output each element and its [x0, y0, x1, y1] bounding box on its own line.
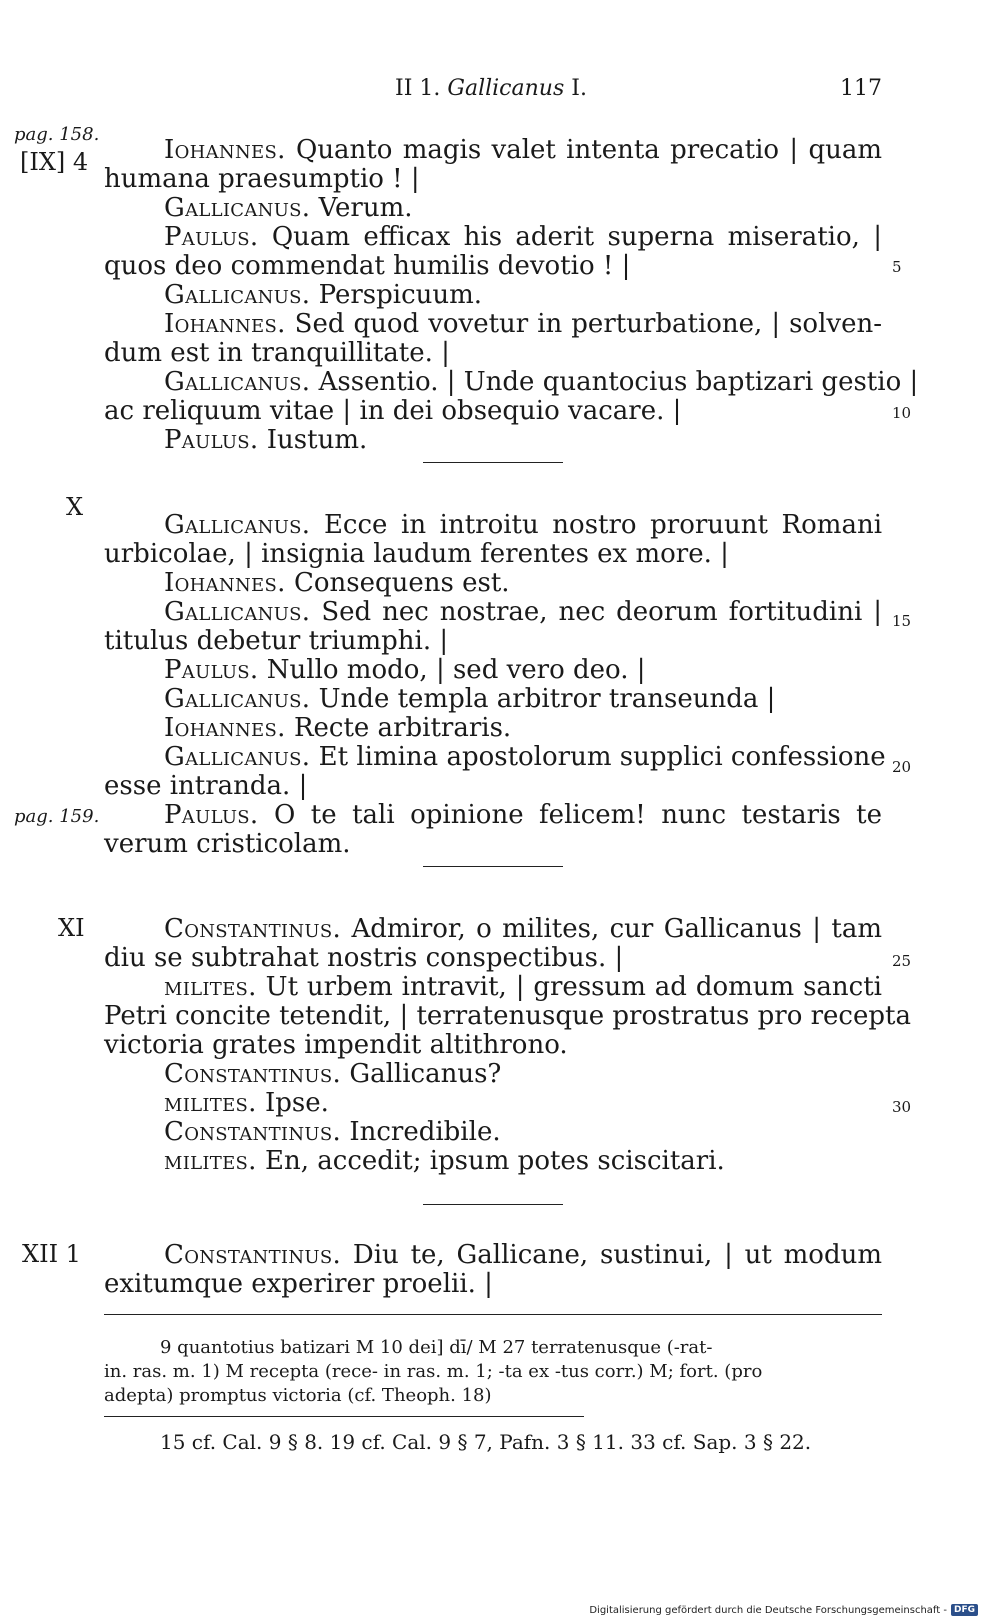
margin-section: X	[66, 493, 84, 521]
margin-section: XII 1	[22, 1240, 81, 1268]
text-line: dum est in tranquillitate. |	[104, 338, 450, 368]
text-line: Gallicanus. Perspicuum.	[164, 280, 483, 310]
text-line: diu se subtrahat nostris conspectibus. |	[104, 943, 624, 973]
section-divider	[423, 1204, 563, 1205]
margin-section: [IX] 4	[20, 148, 89, 176]
text-line: Constantinus. Admiror, o milites, cur Gallicanus | tam	[164, 914, 882, 944]
margin-section: XI	[58, 914, 85, 942]
text-line: Gallicanus. Unde templa arbitror transeunda |	[164, 684, 776, 714]
credit-text: Digitalisierung gefördert durch die Deutsche Forschungsgemeinschaft -	[589, 1604, 947, 1616]
text-line: Constantinus. Gallicanus?	[164, 1059, 502, 1089]
text-line: ac reliquum vitae | in dei obsequio vacare. |	[104, 396, 682, 426]
text-line: Iohannes. Sed quod vovetur in perturbatione, | solven-	[164, 309, 882, 339]
text-line: Constantinus. Diu te, Gallicane, sustinui, | ut modum	[164, 1240, 883, 1270]
text-line: Gallicanus. Verum.	[164, 193, 413, 223]
running-header	[0, 76, 1000, 106]
line-number: 20	[892, 758, 912, 776]
section-divider	[423, 866, 563, 867]
line-number: 10	[892, 404, 912, 422]
text-line: milites. Ut urbem intravit, | gressum ad domum sancti	[164, 972, 882, 1002]
header-title-prefix: II 1.	[395, 76, 441, 101]
digitization-credit	[589, 1604, 978, 1616]
header-title	[395, 76, 587, 101]
text-line: Paulus. Iustum.	[164, 425, 368, 455]
source-references: 15 cf. Cal. 9 § 8. 19 cf. Cal. 9 § 7, Pafn. 3 § 11. 33 cf. Sap. 3 § 22.	[160, 1430, 812, 1454]
text-line: Gallicanus. Sed nec nostrae, nec deorum fortitudini |	[164, 597, 882, 627]
text-line: milites. Ipse.	[164, 1088, 329, 1118]
dfg-logo-icon: DFG	[951, 1604, 978, 1616]
apparatus-line: adepta) promptus victoria (cf. Theoph. 18)	[104, 1385, 492, 1406]
text-line: Iohannes. Consequens est.	[164, 568, 510, 598]
text-line: Gallicanus. Assentio. | Unde quantocius baptizari gestio |	[164, 367, 919, 397]
line-number: 5	[892, 258, 902, 276]
text-line: Paulus. O te tali opinione felicem! nunc testaris te	[164, 800, 883, 830]
text-line: exitumque experirer proelii. |	[104, 1269, 493, 1299]
header-title-italic: Gallicanus	[447, 76, 565, 101]
text-line: humana praesumptio ! |	[104, 164, 420, 194]
margin-page-ref: pag. 158.	[14, 124, 100, 145]
text-line: Petri concite tetendit, | terratenusque prostratus pro recepta	[104, 1001, 911, 1031]
text-line: titulus debetur triumphi. |	[104, 626, 449, 656]
text-line: milites. En, accedit; ipsum potes sciscitari.	[164, 1146, 725, 1176]
apparatus-rule	[104, 1314, 882, 1315]
apparatus-line: in. ras. m. 1) M recepta (rece- in ras. m. 1; -ta ex -tus corr.) M; fort. (pro	[104, 1361, 763, 1382]
text-line: Paulus. Quam efficax his aderit superna miseratio, |	[164, 222, 882, 252]
text-line: Iohannes. Quanto magis valet intenta precatio | quam	[164, 135, 882, 165]
text-line: Constantinus. Incredibile.	[164, 1117, 501, 1147]
section-divider	[423, 462, 563, 463]
text-line: Gallicanus. Et limina apostolorum supplici confessione	[164, 742, 886, 772]
margin-page-ref: pag. 159.	[14, 806, 100, 827]
text-line: Gallicanus. Ecce in introitu nostro proruunt Romani	[164, 510, 883, 540]
text-line: Iohannes. Recte arbitraris.	[164, 713, 512, 743]
text-line: urbicolae, | insignia laudum ferentes ex more. |	[104, 539, 729, 569]
page-number: 117	[840, 76, 882, 101]
text-line: quos deo commendat humilis devotio ! |	[104, 251, 631, 281]
text-line: victoria grates impendit altithrono.	[104, 1030, 568, 1060]
sources-rule	[104, 1416, 584, 1417]
text-line: verum cristicolam.	[104, 829, 351, 859]
line-number: 15	[892, 612, 912, 630]
header-title-suffix: I.	[571, 76, 587, 101]
apparatus-line: 9 quantotius batizari M 10 dei] dī/ M 27 terratenusque (-rat-	[160, 1337, 713, 1358]
line-number: 25	[892, 952, 912, 970]
text-line: esse intranda. |	[104, 771, 308, 801]
line-number: 30	[892, 1098, 912, 1116]
text-line: Paulus. Nullo modo, | sed vero deo. |	[164, 655, 646, 685]
